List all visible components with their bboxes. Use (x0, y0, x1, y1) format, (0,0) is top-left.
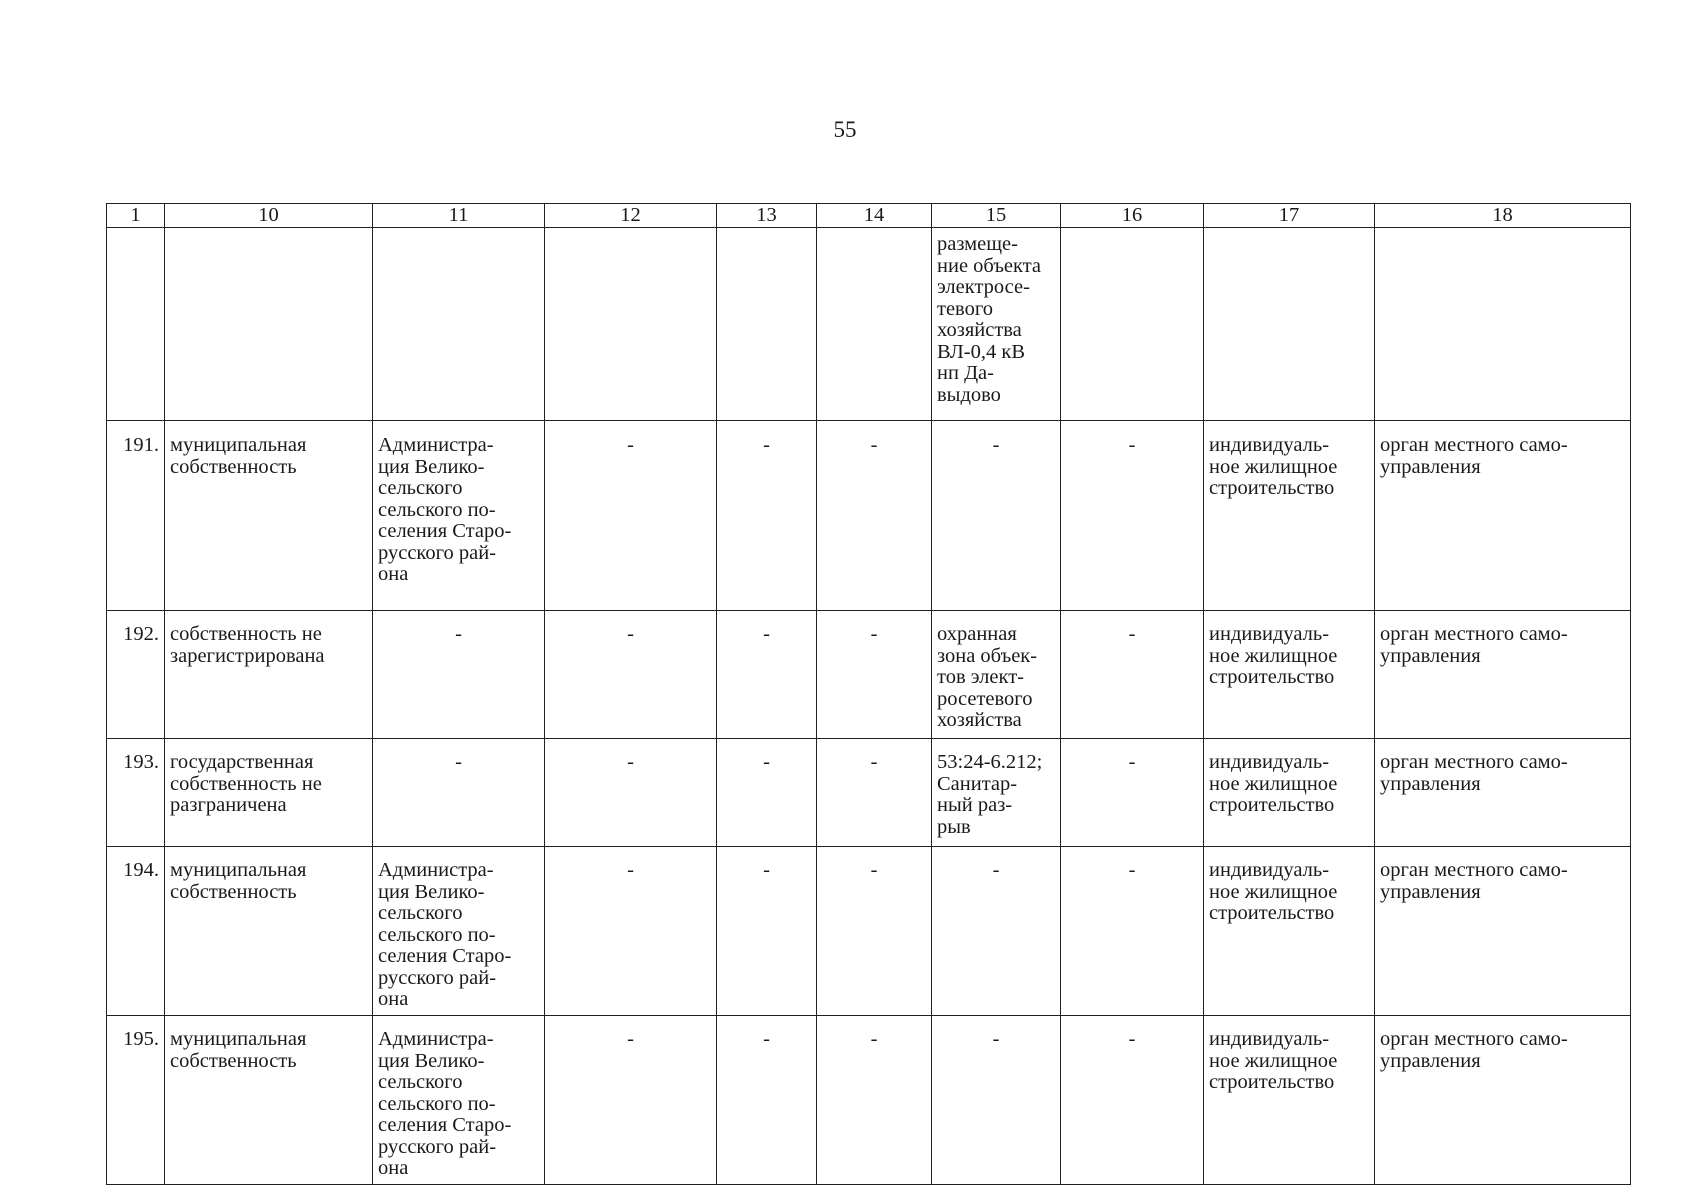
cell-number: 193. (107, 739, 165, 847)
table-row (107, 611, 1631, 739)
cell-number: 194. (107, 847, 165, 1016)
cell-col16: - (1061, 421, 1204, 611)
cell-col12: - (545, 1016, 717, 1185)
cell-restrictions: - (932, 847, 1061, 1016)
cell-holder: Администра- ция Велико- сельского сельского по- селения Старо- русского рай- она (373, 847, 545, 1016)
cell-use: индивидуаль- ное жилищное строительство (1204, 611, 1375, 739)
cell-ownership: собственность не зарегистрирована (165, 611, 373, 739)
cell-use: индивидуаль- ное жилищное строительство (1204, 847, 1375, 1016)
cell-authority: орган местного само- управления (1375, 1016, 1631, 1185)
cell-holder: Администра- ция Велико- сельского сельского по- селения Старо- русского рай- она (373, 1016, 545, 1185)
cell-col13: - (717, 847, 817, 1016)
column-header: 15 (932, 204, 1061, 228)
cell-col13 (717, 228, 817, 421)
cell-ownership: муниципальная собственность (165, 421, 373, 611)
cell-ownership (165, 228, 373, 421)
cell-number: 192. (107, 611, 165, 739)
cell-use: индивидуаль- ное жилищное строительство (1204, 1016, 1375, 1185)
cell-col16: - (1061, 611, 1204, 739)
column-header: 12 (545, 204, 717, 228)
cell-col16 (1061, 228, 1204, 421)
cell-col12: - (545, 739, 717, 847)
cell-col14: - (817, 421, 932, 611)
cell-ownership: государственная собственность не разграничена (165, 739, 373, 847)
cell-col14 (817, 228, 932, 421)
table-row (107, 739, 1631, 847)
cell-col13: - (717, 611, 817, 739)
cell-number: 195. (107, 1016, 165, 1185)
cell-holder: - (373, 611, 545, 739)
cell-ownership: муниципальная собственность (165, 1016, 373, 1185)
cell-col12: - (545, 421, 717, 611)
column-header: 13 (717, 204, 817, 228)
cell-col12: - (545, 611, 717, 739)
cell-ownership: муниципальная собственность (165, 847, 373, 1016)
cell-col12 (545, 228, 717, 421)
cell-col13: - (717, 421, 817, 611)
column-number-row (107, 204, 1631, 228)
cell-holder: - (373, 739, 545, 847)
cell-col13: - (717, 1016, 817, 1185)
cell-authority: орган местного само- управления (1375, 739, 1631, 847)
table-row (107, 847, 1631, 1016)
cell-holder: Администра- ция Велико- сельского сельского по- селения Старо- русского рай- она (373, 421, 545, 611)
cell-restrictions: 53:24-6.212; Санитар- ный раз- рыв (932, 739, 1061, 847)
cell-col14: - (817, 847, 932, 1016)
cell-holder (373, 228, 545, 421)
cell-use: индивидуаль- ное жилищное строительство (1204, 739, 1375, 847)
cell-number: 191. (107, 421, 165, 611)
cell-restrictions: - (932, 1016, 1061, 1185)
column-header: 10 (165, 204, 373, 228)
cell-authority: орган местного само- управления (1375, 847, 1631, 1016)
column-header: 17 (1204, 204, 1375, 228)
cell-col12: - (545, 847, 717, 1016)
column-header: 11 (373, 204, 545, 228)
register-table (106, 203, 1631, 1185)
cell-col16: - (1061, 1016, 1204, 1185)
page-number: 55 (833, 117, 857, 142)
cell-authority: орган местного само- управления (1375, 421, 1631, 611)
cell-col16: - (1061, 739, 1204, 847)
cell-use (1204, 228, 1375, 421)
cell-restrictions: охранная зона объек- тов элект- росетевого хозяйства (932, 611, 1061, 739)
column-header: 16 (1061, 204, 1204, 228)
cell-authority (1375, 228, 1631, 421)
cell-col14: - (817, 739, 932, 847)
cell-authority: орган местного само- управления (1375, 611, 1631, 739)
column-header: 14 (817, 204, 932, 228)
cell-col14: - (817, 611, 932, 739)
column-header: 18 (1375, 204, 1631, 228)
cell-col14: - (817, 1016, 932, 1185)
cell-use: индивидуаль- ное жилищное строительство (1204, 421, 1375, 611)
cell-col13: - (717, 739, 817, 847)
cell-restrictions: размеще- ние объекта электросе- тевого хозяйства ВЛ-0,4 кВ нп Да- выдово (932, 228, 1061, 421)
column-header: 1 (107, 204, 165, 228)
table-row (107, 1016, 1631, 1185)
cell-number (107, 228, 165, 421)
table-row (107, 228, 1631, 421)
cell-restrictions: - (932, 421, 1061, 611)
table-row (107, 421, 1631, 611)
cell-col16: - (1061, 847, 1204, 1016)
